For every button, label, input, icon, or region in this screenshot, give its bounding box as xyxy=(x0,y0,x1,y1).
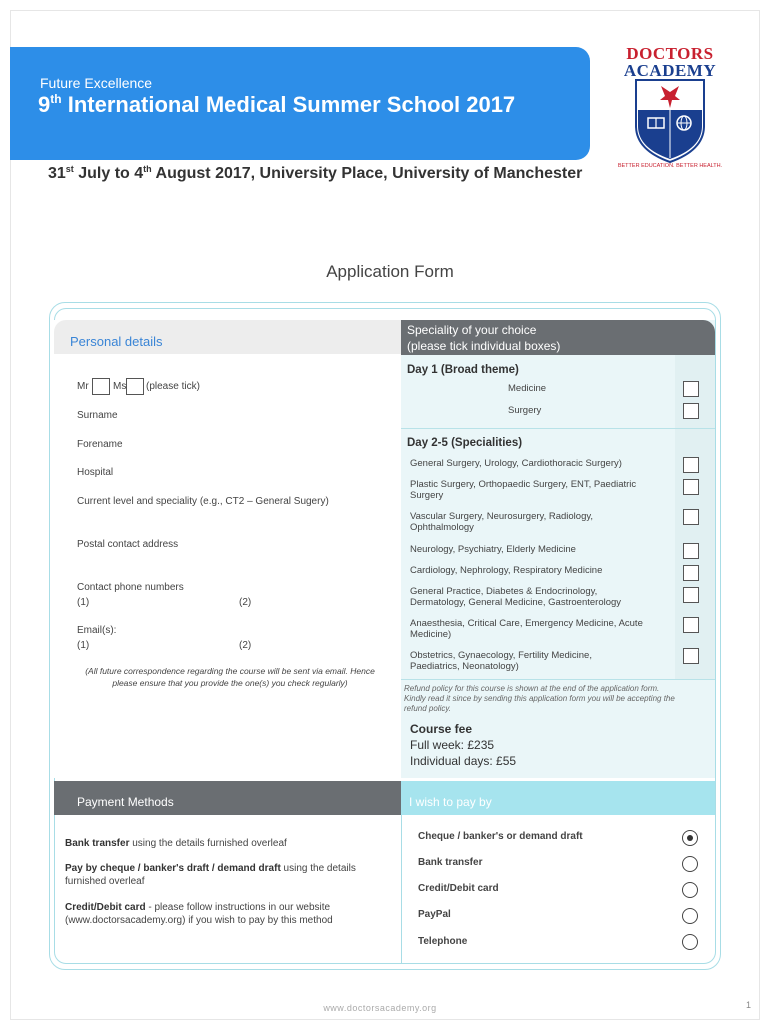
speciality-item: General Surgery, Urology, Cardiothoracic Surgery) xyxy=(410,458,622,469)
please-tick-label: (please tick) xyxy=(146,381,200,392)
pay-option-paypal-radio[interactable] xyxy=(682,908,698,924)
checkbox-medicine[interactable] xyxy=(683,381,699,397)
speciality-header-line-2: (please tick individual boxes) xyxy=(407,339,561,353)
logo-motto: BETTER EDUCATION. BETTER HEALTH. xyxy=(617,163,723,169)
checkbox-speciality-5[interactable] xyxy=(683,565,699,581)
speciality-item: Plastic Surgery, Orthopaedic Surgery, ENT, Paediatric Surgery xyxy=(410,479,637,501)
surname-field[interactable]: Surname xyxy=(77,410,118,421)
day-divider xyxy=(401,428,715,429)
logo-text-doctors: DOCTORS xyxy=(626,44,714,63)
personal-details-title: Personal details xyxy=(70,334,163,349)
speciality-item: Vascular Surgery, Neurosurgery, Radiology, Ophthalmology xyxy=(410,511,594,533)
payment-methods-title: Payment Methods xyxy=(77,795,174,809)
checkbox-speciality-2[interactable] xyxy=(683,479,699,495)
pay-option-paypal-label: PayPal xyxy=(418,909,451,920)
pay-option-telephone-radio[interactable] xyxy=(682,934,698,950)
email-label: Email(s): xyxy=(77,625,117,636)
banner-title: 9th International Medical Summer School 2017 xyxy=(38,92,516,117)
course-fee-title: Course fee xyxy=(410,722,473,736)
shield-logo-icon xyxy=(634,78,706,164)
refund-policy-note: Refund policy for this course is shown at the end of the application form. Kindly read it since by sending this application form you will be accepting the refund policy. xyxy=(404,684,675,713)
day1-title: Day 1 (Broad theme) xyxy=(407,364,519,376)
checkbox-surgery[interactable] xyxy=(683,403,699,419)
banner-subtitle: Future Excellence xyxy=(40,75,153,91)
ms-checkbox[interactable] xyxy=(126,378,144,395)
email-note-line-2: please ensure that you provide the one(s) you check regularly) xyxy=(112,678,348,688)
day1-item-surgery: Surgery xyxy=(508,405,542,416)
bank-transfer-info: Bank transfer using the details furnished overleaf xyxy=(65,838,287,849)
cheque-info: Pay by cheque / banker's draft / demand draft using the details furnished overleaf xyxy=(65,863,356,887)
day1-item-medicine: Medicine xyxy=(508,383,547,394)
phone-numbers-label: Contact phone numbers xyxy=(77,582,184,593)
pay-option-card-label: Credit/Debit card xyxy=(418,883,499,894)
email-2-field[interactable]: (2) xyxy=(239,640,252,651)
logo-text-academy: ACADEMY xyxy=(623,61,717,80)
footer-url: www.doctorsacademy.org xyxy=(323,1003,437,1013)
pay-option-telephone-label: Telephone xyxy=(418,936,468,947)
phone-2-field[interactable]: (2) xyxy=(239,597,252,608)
checkbox-speciality-1[interactable] xyxy=(683,457,699,473)
ms-label: Ms xyxy=(113,381,127,392)
pay-option-bank-label: Bank transfer xyxy=(418,857,483,868)
forename-field[interactable]: Forename xyxy=(77,439,123,450)
hospital-field[interactable]: Hospital xyxy=(77,467,114,478)
speciality-item: General Practice, Diabetes & Endocrinology, Dermatology, General Medicine, Gastroenterology xyxy=(410,586,622,608)
form-title: Application Form xyxy=(326,262,454,281)
payment-divider xyxy=(401,815,402,964)
day2-title: Day 2-5 (Specialities) xyxy=(407,437,523,449)
pay-option-cheque-label: Cheque / banker's or demand draft xyxy=(418,831,583,842)
page-number: 1 xyxy=(746,1000,752,1010)
speciality-item: Obstetrics, Gynaecology, Fertility Medicine, Paediatrics, Neonatology) xyxy=(410,650,592,672)
card-info: Credit/Debit card - please follow instructions in our website (www.doctorsacademy.org) if you wish to pay by this method xyxy=(65,902,333,926)
mr-checkbox[interactable] xyxy=(92,378,110,395)
mr-label: Mr xyxy=(77,381,89,392)
speciality-item: Cardiology, Nephrology, Respiratory Medicine xyxy=(410,565,603,576)
checkbox-speciality-7[interactable] xyxy=(683,617,699,633)
postal-address-field[interactable]: Postal contact address xyxy=(77,539,179,550)
email-note-line-1: (All future correspondence regarding the course will be sent via email. Hence xyxy=(85,666,375,676)
checkbox-speciality-3[interactable] xyxy=(683,509,699,525)
checkbox-speciality-4[interactable] xyxy=(683,543,699,559)
speciality-item: Neurology, Psychiatry, Elderly Medicine xyxy=(410,544,576,555)
checkbox-speciality-8[interactable] xyxy=(683,648,699,664)
fee-individual-days: Individual days: £55 xyxy=(410,754,517,768)
event-dates: 31st July to 4th August 2017, University Place, University of Manchester xyxy=(48,164,583,182)
speciality-item: Anaesthesia, Critical Care, Emergency Medicine, Acute Medicine) xyxy=(410,618,643,640)
phone-1-field[interactable]: (1) xyxy=(77,597,90,608)
speciality-header-line-1: Speciality of your choice xyxy=(407,323,537,337)
pay-option-card-radio[interactable] xyxy=(682,882,698,898)
pay-option-cheque-radio[interactable] xyxy=(682,830,698,846)
speciality-divider xyxy=(401,679,715,680)
pay-by-title: I wish to pay by xyxy=(409,795,492,809)
email-1-field[interactable]: (1) xyxy=(77,640,90,651)
current-level-field[interactable]: Current level and speciality (e.g., CT2 – General Sugery) xyxy=(77,496,329,507)
pay-option-bank-radio[interactable] xyxy=(682,856,698,872)
fee-full-week: Full week: £235 xyxy=(410,738,495,752)
checkbox-speciality-6[interactable] xyxy=(683,587,699,603)
